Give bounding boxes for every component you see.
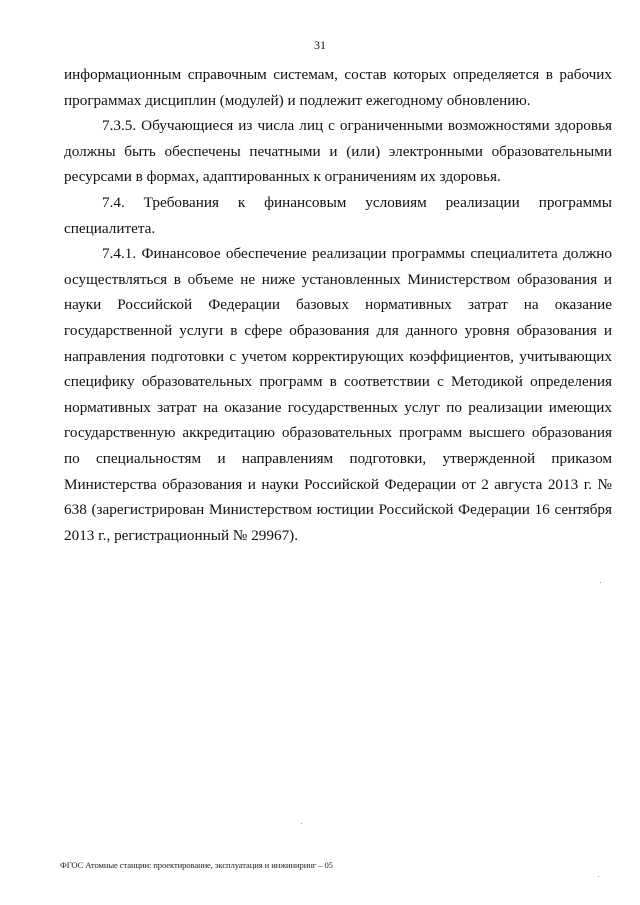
scan-speck — [301, 823, 302, 824]
paragraph-continuation: информационным справочным системам, состав которых определяется в рабочих программах дисциплин (модулей) и подлежит ежегодному обновлению. — [64, 66, 612, 109]
page-footer: ФГОС Атомные станции: проектирование, эксплуатация и инжиниринг – 05 — [60, 860, 333, 870]
paragraph-7-4-heading: 7.4. Требования к финансовым условиям реализации программы специалитета. — [64, 193, 612, 237]
page-body — [64, 62, 612, 548]
scan-speck — [598, 876, 599, 877]
paragraph-7-4-1: 7.4.1. Финансовое обеспечение реализации программы специалитета должно осуществляться в объеме не ниже установленных Министерством образования и науки Российской Федерации базовых нормативных затрат на оказание государственной услуги в сфере образования для данного уровня образования и направления подготовки с учетом корректирующих коэффициентов, учитывающих специфику образовательных программ в соответствии с Методикой определения нормативных затрат на оказание государственных услуг по реализации имеющих государственную аккредитацию образовательных программ высшего образования по специальностям и направлениям подготовки, утвержденной приказом Министерства образования и науки Российской Федерации от 2 августа 2013 г. № 638 (зарегистрирован Министерством юстиции Российской Федерации 16 сентября 2013 г., регистрационный № 29967). — [64, 245, 612, 544]
paragraph-7-3-5: 7.3.5. Обучающиеся из числа лиц с ограниченными возможностями здоровья должны быть обеспечены печатными и (или) электронными образовательными ресурсами в формах, адаптированных к ограничениям их здоровья. — [64, 117, 612, 186]
scan-speck — [600, 582, 601, 583]
page-number: 31 — [314, 38, 326, 52]
